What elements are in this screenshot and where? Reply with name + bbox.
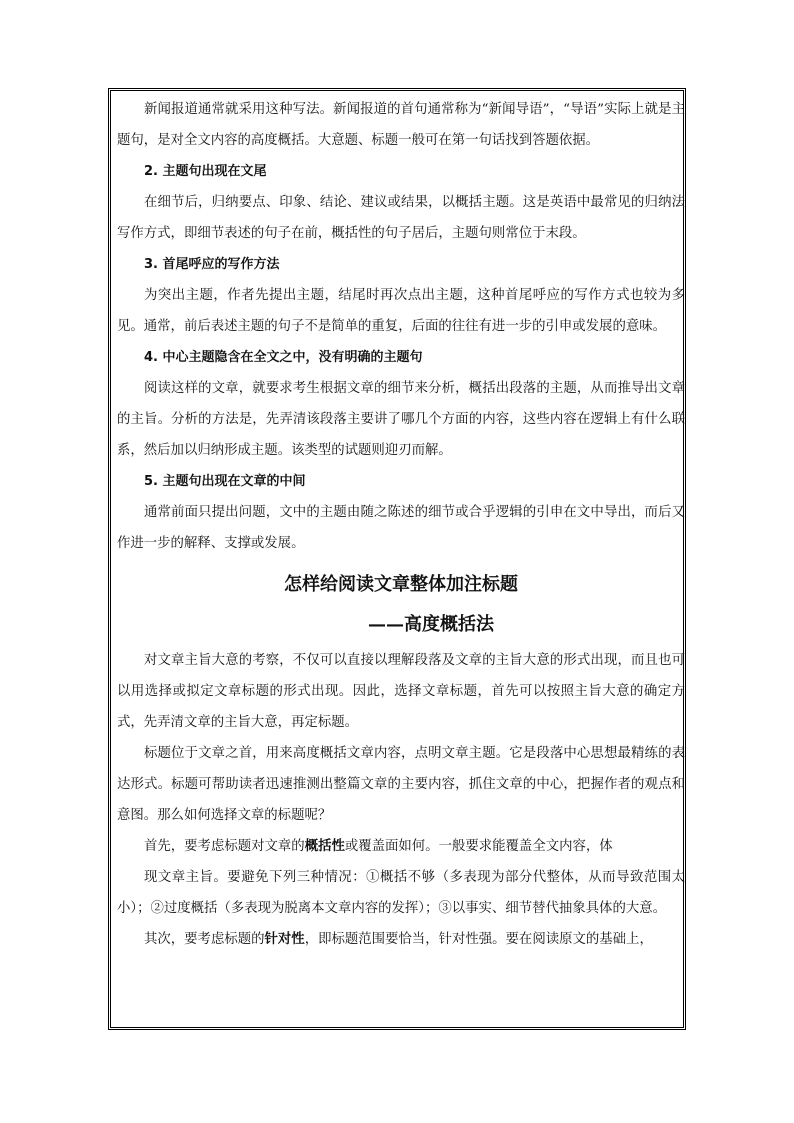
keyword-specificity: 针对性	[264, 931, 305, 947]
heading-topic-at-end: 2. 主题句出现在文尾	[144, 164, 267, 179]
document-body	[117, 94, 685, 955]
paragraph-topic-at-end: 在细节后，归纳要点、印象、结论、建议或结果，以概括主题。这是英语中最常见的归纳法写作方式，即细节表述的句子在前，概括性的句子居后，主题句则常位于末段。	[117, 195, 685, 241]
heading-topic-in-middle: 5. 主题句出现在文章的中间	[144, 474, 306, 489]
paragraph-main-idea-exam: 对文章主旨大意的考察，不仅可以直接以理解段落及文章的主旨大意的形式出现，而且也可以用选择或拟定文章标题的形式出现。因此，选择文章标题，首先可以按照主旨大意的确定方式，先弄清文章的主旨大意，再定标题。	[117, 653, 685, 730]
keyword-generality: 概括性	[304, 838, 345, 854]
paragraph-echo-method: 为突出主题，作者先提出主题，结尾时再次点出主题，这种首尾呼应的写作方式也较为多见。通常，前后表述主题的句子不是简单的重复，后面的往往有进一步的引申或发展的意味。	[117, 288, 685, 334]
paragraph-three-cases: 现文章主旨。要避免下列三种情况：①概括不够（多表现为部分代整体，从而导致范围太小）；②过度概括（多表现为脱离本文章内容的发挥）；③以事实、细节替代抽象具体的大意。	[117, 870, 685, 916]
paragraph-news-lead: 新闻报道通常就采用这种写法。新闻报道的首句通常称为“新闻导语”，“导语”实际上就是主题句，是对全文内容的高度概括。大意题、标题一般可在第一句话找到答题依据。	[117, 102, 685, 148]
first-criterion-text-a: 首先，要考虑标题对文章的	[144, 839, 305, 854]
paragraph-title-role: 标题位于文章之首，用来高度概括文章内容，点明文章主题。它是段落中心思想最精练的表达形式。标题可帮助读者迅速推测出整篇文章的主要内容，抓住文章的中心，把握作者的观点和意图。那么如何选择文章的标题呢？	[117, 746, 685, 823]
paragraph-first-criterion	[117, 831, 685, 862]
section-title: 怎样给阅读文章整体加注标题	[284, 574, 518, 595]
paragraph-second-criterion	[117, 924, 685, 955]
second-criterion-text-a: 其次，要考虑标题的	[144, 932, 265, 947]
first-criterion-text-b: 或覆盖面如何。一般要求能覆盖全文内容，体	[344, 839, 613, 854]
second-criterion-text-b: ，即标题范围要恰当，针对性强。要在阅读原文的基础上，	[304, 932, 653, 947]
paragraph-implicit-topic: 阅读这样的文章，就要求考生根据文章的细节来分析，概括出段落的主题，从而推导出文章的主旨。分析的方法是，先弄清该段落主要讲了哪几个方面的内容，这些内容在逻辑上有什么联系，然后加以归纳形成主题。该类型的试题则迎刃而解。	[117, 381, 685, 458]
heading-echo-method: 3. 首尾呼应的写作方法	[144, 257, 280, 272]
heading-implicit-topic: 4. 中心主题隐含在全文之中，没有明确的主题句	[144, 350, 423, 365]
section-subtitle: ——高度概括法	[368, 614, 494, 635]
paragraph-topic-in-middle: 通常前面只提出问题，文中的主题由随之陈述的细节或合乎逻辑的引申在文中导出，而后又作进一步的解释、支撑或发展。	[117, 505, 685, 551]
